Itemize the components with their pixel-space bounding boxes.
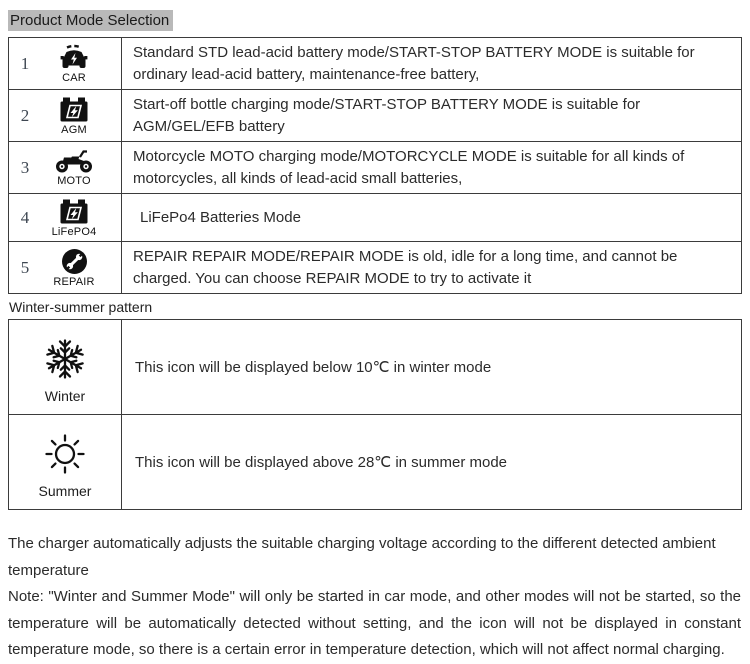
row-number: 4 (20, 207, 30, 227)
motorcycle-icon (54, 148, 94, 174)
season-description: This icon will be displayed below 10℃ in winter mode (135, 359, 492, 376)
paragraph-ambient-temperature: The charger automatically adjusts the suitable charging voltage according to the different detected ambient temperature (8, 535, 716, 579)
table-row (9, 415, 742, 510)
icon-caption: MOTO (57, 175, 91, 187)
season-heading: Winter-summer pattern (9, 299, 153, 315)
page-title: Product Mode Selection (8, 10, 173, 31)
row-number: 2 (20, 105, 30, 125)
table-row (9, 90, 742, 142)
car-icon (57, 44, 91, 71)
mode-description: Start-off bottle charging mode/START-STOP BATTERY MODE is suitable for AGM/GEL/EFB battery (122, 90, 742, 142)
mode-description: REPAIR REPAIR MODE/REPAIR MODE is old, idle for a long time, and cannot be charged. You can choose REPAIR MODE to try to activate it (122, 242, 742, 294)
table-row (9, 38, 742, 90)
mode-description: Standard STD lead-acid battery mode/START-STOP BATTERY MODE is suitable for ordinary lead-acid battery, maintenance-free battery, (122, 38, 742, 90)
table-row (9, 320, 742, 415)
winter-summer-table (8, 319, 742, 510)
sun-icon (42, 431, 88, 477)
notes-block (8, 531, 741, 664)
icon-caption: REPAIR (53, 275, 95, 288)
snowflake-icon (42, 336, 88, 382)
table-row (9, 194, 742, 242)
mode-description: Motorcycle MOTO charging mode/MOTORCYCLE MODE is suitable for all kinds of motorcycles, all kinds of lead-acid small batteries, (122, 142, 742, 194)
repair-icon (61, 248, 88, 275)
row-number: 1 (20, 53, 30, 73)
icon-caption: LiFePO4 (51, 225, 97, 238)
icon-caption: Summer (38, 483, 92, 499)
product-mode-table (8, 37, 742, 294)
icon-caption: Winter (44, 388, 86, 404)
icon-caption: CAR (62, 71, 86, 84)
row-number: 5 (20, 257, 30, 277)
icon-caption: AGM (61, 123, 87, 136)
table-row (9, 142, 742, 194)
mode-description: LiFePo4 Batteries Mode (122, 194, 742, 242)
table-row (9, 242, 742, 294)
row-number: 3 (20, 157, 30, 177)
season-description: This icon will be displayed above 28℃ in summer mode (135, 454, 508, 471)
lifepo4-battery-icon (58, 198, 90, 225)
paragraph-note: Note: "Winter and Summer Mode" will only be started in car mode, and other modes will not be started, so the temperature will be automatically detected without setting, and the icon will not be displayed in constant temperature mode, so there is a certain error in temperature detection, which will not affect normal charging. (8, 588, 741, 659)
agm-battery-icon (58, 96, 90, 123)
